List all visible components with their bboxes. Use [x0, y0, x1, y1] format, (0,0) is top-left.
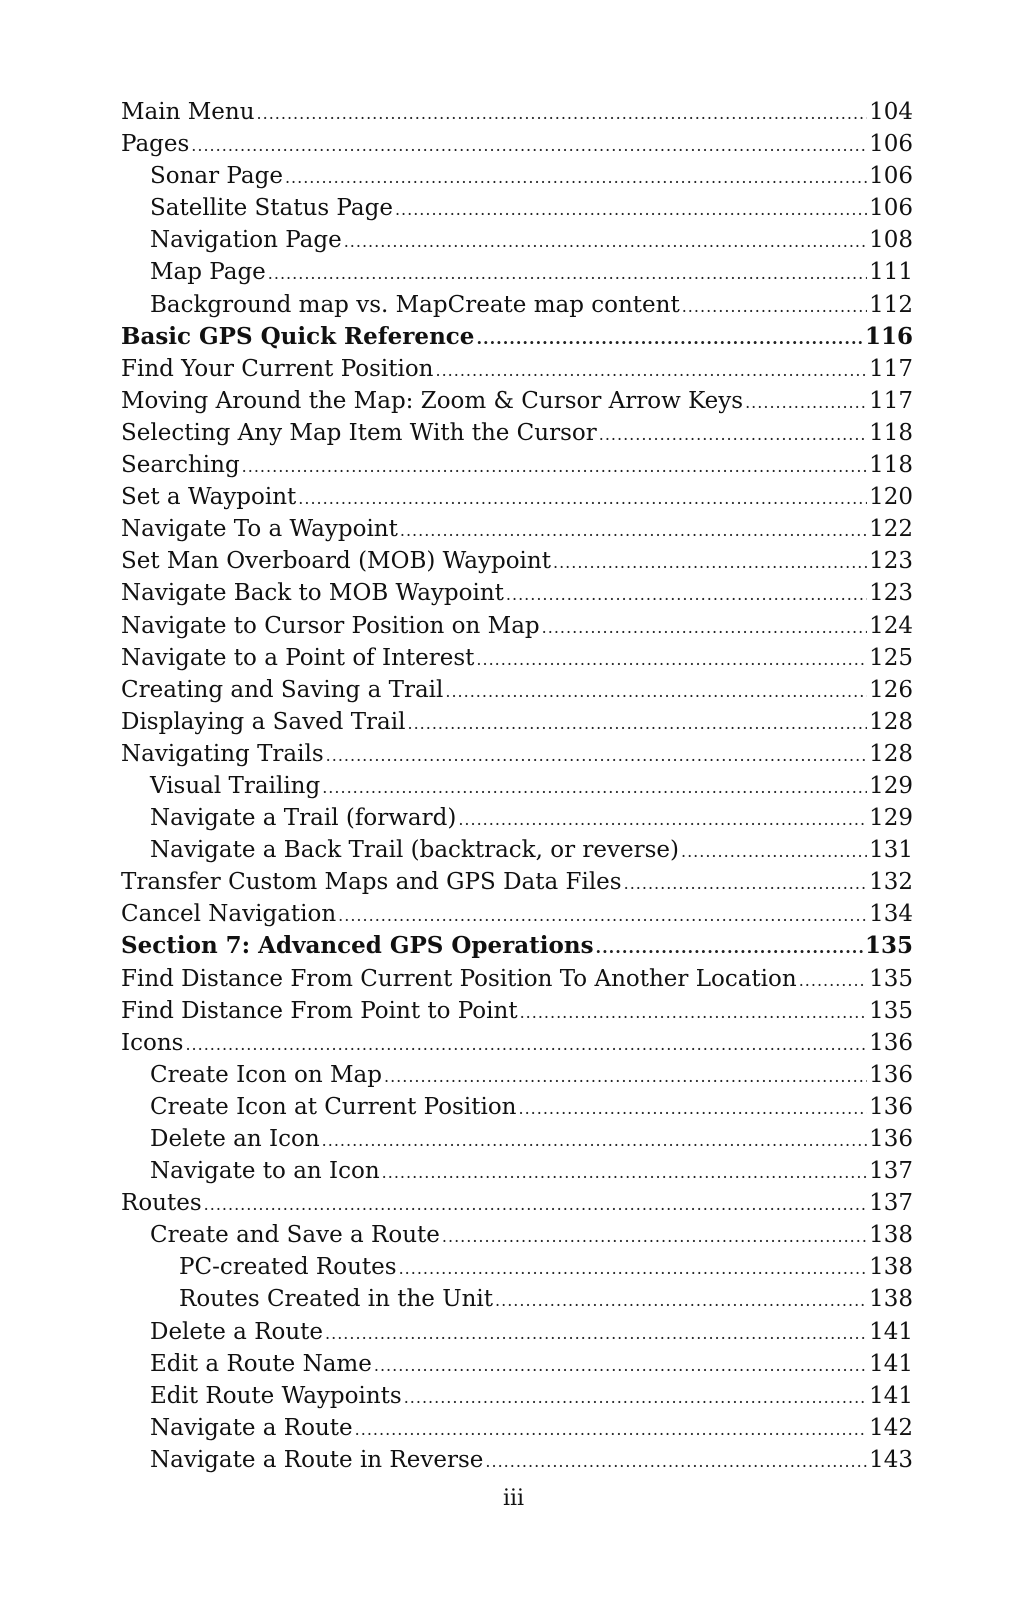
toc-entry[interactable] [121, 1251, 913, 1283]
toc-entry-page: 138 [869, 1286, 913, 1313]
toc-entry-title: Create Icon on Map [150, 1061, 382, 1088]
table-of-contents [121, 96, 913, 1476]
toc-entry-title: Selecting Any Map Item With the Cursor [121, 419, 597, 446]
toc-entry-page: 122 [869, 516, 913, 543]
toc-entry[interactable] [121, 610, 913, 642]
toc-entry-page: 129 [869, 805, 913, 832]
dot-leader [596, 932, 863, 964]
toc-entry-title: Navigate Back to MOB Waypoint [121, 580, 504, 607]
toc-entry-page: 141 [869, 1318, 913, 1345]
toc-entry-title: Transfer Custom Maps and GPS Data Files [121, 869, 622, 896]
toc-entry-page: 125 [869, 644, 913, 671]
toc-entry[interactable] [121, 642, 913, 674]
dot-leader [506, 579, 867, 611]
toc-entry[interactable] [121, 545, 913, 577]
toc-entry[interactable] [121, 674, 913, 706]
dot-leader [681, 836, 867, 868]
dot-leader [204, 1189, 867, 1221]
dot-leader [268, 258, 867, 290]
toc-entry-title: Main Menu [121, 99, 255, 125]
dot-leader [476, 644, 867, 676]
toc-entry[interactable] [121, 1123, 913, 1155]
toc-entry[interactable] [121, 1059, 913, 1091]
toc-entry[interactable] [121, 770, 913, 802]
toc-entry-title: Pages [121, 131, 190, 158]
toc-entry-title: Displaying a Saved Trail [121, 708, 406, 735]
toc-entry-page: 118 [869, 419, 913, 446]
toc-entry[interactable] [121, 1027, 913, 1059]
toc-entry[interactable] [121, 256, 913, 288]
toc-entry-page: 136 [869, 1126, 913, 1152]
dot-leader [355, 1414, 867, 1446]
dot-leader [322, 1125, 867, 1157]
dot-leader [326, 740, 867, 772]
dot-leader [344, 226, 867, 258]
toc-entry-page: 142 [869, 1414, 913, 1441]
toc-entry-title: Find Distance From Current Position To Another Location [121, 965, 797, 992]
dot-leader [682, 291, 867, 323]
toc-entry-page: 126 [869, 676, 913, 703]
toc-entry-title: Navigate a Trail (forward) [150, 805, 457, 832]
toc-entry-title: Routes Created in the Unit [179, 1286, 494, 1313]
dot-leader [298, 483, 867, 515]
toc-entry-title: Map Page [150, 259, 266, 286]
toc-entry[interactable] [121, 1091, 913, 1123]
toc-entry-title: Navigation Page [150, 227, 342, 254]
toc-entry[interactable] [121, 481, 913, 513]
toc-entry[interactable] [121, 1380, 913, 1412]
toc-entry-title: Navigate a Route in Reverse [150, 1446, 484, 1473]
dot-leader [338, 900, 867, 932]
toc-entry-page: 136 [869, 1029, 913, 1056]
dot-leader [395, 194, 867, 226]
toc-entry-title: Navigate a Route [150, 1414, 353, 1441]
toc-entry-page: 132 [869, 869, 913, 896]
toc-entry-page: 118 [869, 452, 913, 479]
toc-entry-title: Navigating Trails [121, 740, 324, 767]
dot-leader [520, 997, 867, 1029]
toc-entry-page: 137 [869, 1190, 913, 1217]
toc-entry-title: Visual Trailing [150, 772, 321, 799]
toc-entry-page: 106 [869, 163, 913, 190]
toc-entry-page: 116 [864, 322, 913, 350]
toc-entry-page: 136 [869, 1061, 913, 1088]
toc-entry-title: Navigate To a Waypoint [121, 516, 398, 543]
toc-entry-page: 124 [869, 612, 913, 639]
toc-entry[interactable] [121, 1219, 913, 1251]
toc-entry-page: 112 [869, 291, 913, 318]
dot-leader [257, 98, 867, 130]
dot-leader [325, 1318, 867, 1350]
toc-entry-title: Routes [121, 1190, 202, 1217]
toc-entry-title: Set Man Overboard (MOB) Waypoint [121, 548, 551, 575]
dot-leader [242, 451, 867, 483]
dot-leader [407, 708, 867, 740]
toc-entry-title: Searching [121, 452, 240, 479]
toc-entry[interactable] [121, 706, 913, 738]
toc-entry-title: Delete a Route [150, 1318, 324, 1345]
toc-entry-page: 106 [869, 195, 913, 222]
dot-leader [382, 1157, 867, 1189]
toc-entry[interactable] [121, 1316, 913, 1348]
toc-entry-title: Create and Save a Route [150, 1222, 440, 1249]
page-number-folio: iii [502, 1486, 525, 1511]
toc-entry[interactable] [121, 1187, 913, 1219]
toc-entry[interactable] [121, 1283, 913, 1315]
dot-leader [495, 1285, 867, 1317]
toc-entry[interactable] [121, 995, 913, 1027]
toc-entry-page: 135 [869, 997, 913, 1024]
dot-leader [404, 1382, 867, 1414]
toc-entry[interactable] [121, 160, 913, 192]
dot-leader [745, 387, 867, 419]
toc-entry-page: 138 [869, 1254, 913, 1281]
dot-leader [485, 1446, 867, 1478]
dot-leader [400, 515, 867, 547]
toc-entry[interactable] [121, 513, 913, 545]
toc-entry[interactable] [121, 385, 913, 417]
toc-entry-title: Find Your Current Position [121, 355, 434, 382]
toc-entry-title: Cancel Navigation [121, 901, 337, 928]
toc-entry-title: PC-created Routes [179, 1254, 397, 1281]
toc-entry-page: 120 [869, 484, 913, 511]
toc-entry[interactable] [121, 1155, 913, 1187]
toc-entry-page: 141 [869, 1382, 913, 1409]
dot-leader [458, 804, 867, 836]
toc-entry-page: 106 [869, 131, 913, 158]
toc-entry[interactable] [121, 128, 913, 160]
toc-entry[interactable] [121, 963, 913, 995]
toc-entry-title: Delete an Icon [150, 1126, 320, 1152]
toc-entry[interactable] [121, 577, 913, 609]
toc-entry-page: 134 [869, 901, 913, 928]
toc-entry[interactable] [121, 1444, 913, 1476]
toc-entry-title: Sonar Page [150, 163, 283, 190]
dot-leader [374, 1350, 867, 1382]
toc-entry[interactable] [121, 738, 913, 770]
toc-entry[interactable] [121, 802, 913, 834]
toc-entry-page: 138 [869, 1222, 913, 1249]
toc-entry-title: Creating and Saving a Trail [121, 676, 444, 703]
toc-entry-page: 123 [869, 548, 913, 575]
toc-entry-title: Basic GPS Quick Reference [121, 322, 475, 350]
toc-entry[interactable] [121, 898, 913, 930]
toc-entry-page: 123 [869, 580, 913, 607]
toc-entry[interactable] [121, 96, 913, 128]
toc-entry-title: Section 7: Advanced GPS Operations [121, 932, 594, 960]
dot-leader [322, 772, 867, 804]
toc-entry-page: 104 [869, 99, 913, 125]
toc-entry-page: 137 [869, 1158, 913, 1185]
dot-leader [599, 419, 867, 451]
dot-leader [518, 1093, 867, 1125]
toc-entry-page: 111 [869, 259, 913, 286]
toc-entry-title: Navigate to an Icon [150, 1158, 380, 1185]
toc-entry-page: 135 [864, 932, 913, 960]
toc-entry-title: Satellite Status Page [150, 195, 393, 222]
toc-entry-title: Edit a Route Name [150, 1350, 372, 1377]
toc-entry[interactable] [121, 1348, 913, 1380]
toc-entry-title: Create Icon at Current Position [150, 1093, 517, 1120]
toc-entry[interactable] [121, 192, 913, 224]
toc-entry-title: Navigate a Back Trail (backtrack, or reverse) [150, 837, 679, 864]
dot-leader [185, 1029, 867, 1061]
toc-entry-page: 135 [869, 965, 913, 992]
toc-entry-title: Navigate to Cursor Position on Map [121, 612, 540, 639]
toc-entry-page: 129 [869, 772, 913, 799]
dot-leader [624, 868, 867, 900]
dot-leader [191, 130, 867, 162]
toc-entry-page: 128 [869, 740, 913, 767]
toc-entry-title: Background map vs. MapCreate map content [150, 291, 680, 318]
toc-entry-page: 117 [869, 387, 913, 414]
toc-entry[interactable] [121, 834, 913, 866]
toc-entry[interactable] [121, 866, 913, 898]
toc-entry[interactable] [121, 353, 913, 385]
toc-entry-page: 108 [869, 227, 913, 254]
dot-leader [445, 676, 867, 708]
dot-leader [436, 355, 868, 387]
dot-leader [799, 965, 867, 997]
toc-entry-title: Edit Route Waypoints [150, 1382, 402, 1409]
toc-entry-title: Set a Waypoint [121, 484, 297, 511]
toc-entry-title: Find Distance From Point to Point [121, 997, 518, 1024]
dot-leader [476, 323, 863, 355]
toc-entry-page: 136 [869, 1093, 913, 1120]
toc-entry[interactable] [121, 224, 913, 256]
toc-entry[interactable] [121, 930, 913, 962]
toc-entry[interactable] [121, 321, 913, 353]
toc-entry-title: Moving Around the Map: Zoom & Cursor Arrow Keys [121, 387, 744, 414]
toc-entry-page: 143 [869, 1446, 913, 1473]
toc-entry-page: 128 [869, 708, 913, 735]
toc-entry[interactable] [121, 1412, 913, 1444]
dot-leader [553, 547, 867, 579]
dot-leader [399, 1253, 867, 1285]
dot-leader [285, 162, 867, 194]
dot-leader [442, 1221, 867, 1253]
toc-entry-page: 117 [869, 355, 913, 382]
toc-entry[interactable] [121, 289, 913, 321]
toc-entry-title: Navigate to a Point of Interest [121, 644, 475, 671]
dot-leader [384, 1061, 867, 1093]
toc-entry[interactable] [121, 417, 913, 449]
toc-entry[interactable] [121, 449, 913, 481]
toc-entry-page: 141 [869, 1350, 913, 1377]
toc-entry-page: 131 [869, 837, 913, 864]
toc-entry-title: Icons [121, 1029, 184, 1056]
dot-leader [542, 612, 867, 644]
